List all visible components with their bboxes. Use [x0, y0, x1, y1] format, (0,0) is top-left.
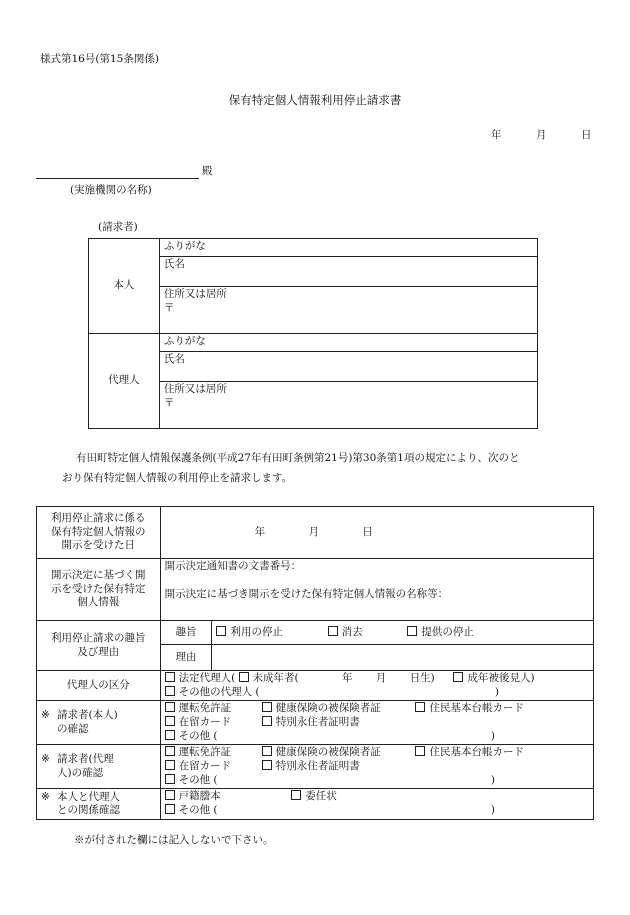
disclosure-year-label: 年: [254, 525, 266, 538]
checkbox-insurance[interactable]: [262, 702, 272, 712]
disclosure-date-label: 利用停止請求に係る 保有特定個人情報の 開示を受けた日: [37, 507, 161, 559]
agent-type-label: 代理人の区分: [37, 671, 161, 701]
checkbox-resident-card[interactable]: [415, 746, 425, 756]
checkbox-residence-card[interactable]: [165, 716, 175, 726]
disclosure-month-label: 月: [308, 525, 319, 538]
info-name-label: 開示決定に基づき開示を受けた保有特定個人情報の名称等：: [164, 587, 449, 600]
checkbox-other-doc[interactable]: [165, 804, 175, 814]
checkbox-special-cert[interactable]: [262, 760, 272, 770]
agent-address-field[interactable]: [159, 382, 537, 429]
checkbox-license[interactable]: [165, 746, 175, 756]
checkbox-legal-agent[interactable]: [165, 672, 175, 682]
doc-number-label: 開示決定通知書の文書番号：: [164, 560, 302, 572]
principal-label: 本人: [89, 239, 160, 334]
disclosure-date-field[interactable]: [160, 507, 593, 559]
disclosure-day-label: 日: [362, 525, 373, 538]
checkbox-adult-ward[interactable]: [453, 672, 463, 682]
principal-furigana-field[interactable]: [159, 239, 537, 257]
checkbox-stop-use[interactable]: [216, 626, 226, 636]
requester-section-label: (請求者): [98, 221, 138, 233]
agent-label: 代理人: [89, 334, 160, 429]
body-text-line2: おり保有特定個人情報の利用停止を請求します。: [62, 472, 293, 484]
requester-table: [88, 238, 538, 429]
addressee-line[interactable]: [36, 178, 199, 179]
checkbox-other-doc[interactable]: [165, 730, 175, 740]
checkbox-power-of-attorney[interactable]: [291, 790, 301, 800]
disclosed-info-field[interactable]: [160, 559, 593, 621]
purpose-reason-label: 利用停止請求の趣旨 及び理由: [37, 621, 161, 671]
purpose-label: 趣旨: [160, 621, 212, 645]
checkbox-residence-card[interactable]: [165, 760, 175, 770]
addressee-note: (実施機関の名称): [70, 184, 152, 196]
checkbox-other-doc[interactable]: [165, 774, 175, 784]
postal-mark: 〒: [163, 396, 175, 409]
checkbox-family-register[interactable]: [165, 790, 175, 800]
body-text-line1: 有田町特定個人情報保護条例(平成27年有田町条例第21号)第30条第1項の規定により、次のと: [76, 452, 520, 464]
furigana-label: ふりがな: [163, 335, 206, 347]
agent-type-options: 法定代理人( 未成年者( 年 月 日生) 成年被後見人) その他の代理人 ( ): [160, 671, 593, 701]
agent-furigana-field[interactable]: [159, 334, 537, 352]
checkbox-special-cert[interactable]: [262, 716, 272, 726]
checkbox-minor[interactable]: [239, 672, 249, 682]
agent-confirm-label: ※ 請求者(代理 人)の確認: [37, 745, 161, 789]
checkbox-erase[interactable]: [328, 626, 338, 636]
principal-name-field[interactable]: [159, 257, 537, 287]
requester-confirm-options: 運転免許証 健康保険の被保険者証 住民基本台帳カード 在留カード 特別永住者証明書 その他 ( ): [160, 701, 593, 745]
agent-name-field[interactable]: [159, 352, 537, 382]
checkbox-insurance[interactable]: [262, 746, 272, 756]
date-day-label: 日: [581, 129, 592, 141]
request-detail-table: [36, 506, 594, 820]
reason-label: 理由: [160, 645, 212, 671]
postal-mark: 〒: [163, 301, 175, 314]
checkbox-other-agent[interactable]: [165, 686, 175, 696]
principal-address-field[interactable]: [159, 287, 537, 334]
form-number: 様式第16号(第15条関係): [40, 53, 159, 65]
disclosed-info-label: 開示決定に基づく開 示を受けた保有特定 個人情報: [37, 559, 161, 621]
relation-confirm-label: ※ 本人と代理人 との関係確認: [37, 789, 161, 820]
document-title: 保有特定個人情報利用停止請求書: [228, 93, 402, 107]
footer-note: ※が付された欄には記入しないで下さい。: [74, 834, 274, 846]
checkbox-stop-provision[interactable]: [407, 626, 417, 636]
addressee-honorific: 殿: [202, 165, 213, 177]
furigana-label: ふりがな: [163, 240, 206, 252]
name-label: 氏名: [163, 353, 185, 365]
date-month-label: 月: [536, 129, 547, 141]
date-year-label: 年: [491, 129, 502, 141]
address-label: 住所又は居所: [163, 383, 227, 395]
relation-confirm-options: 戸籍謄本 委任状 その他 ( ): [160, 789, 593, 820]
checkbox-license[interactable]: [165, 702, 175, 712]
reason-field[interactable]: [212, 645, 594, 671]
checkbox-resident-card[interactable]: [415, 702, 425, 712]
address-label: 住所又は居所: [163, 288, 227, 300]
purpose-options: 利用の停止 消去 提供の停止: [212, 621, 594, 645]
agent-confirm-options: 運転免許証 健康保険の被保険者証 住民基本台帳カード 在留カード 特別永住者証明書 その他 ( ): [160, 745, 593, 789]
name-label: 氏名: [163, 258, 185, 270]
requester-confirm-label: ※ 請求者(本人) の確認: [37, 701, 161, 745]
